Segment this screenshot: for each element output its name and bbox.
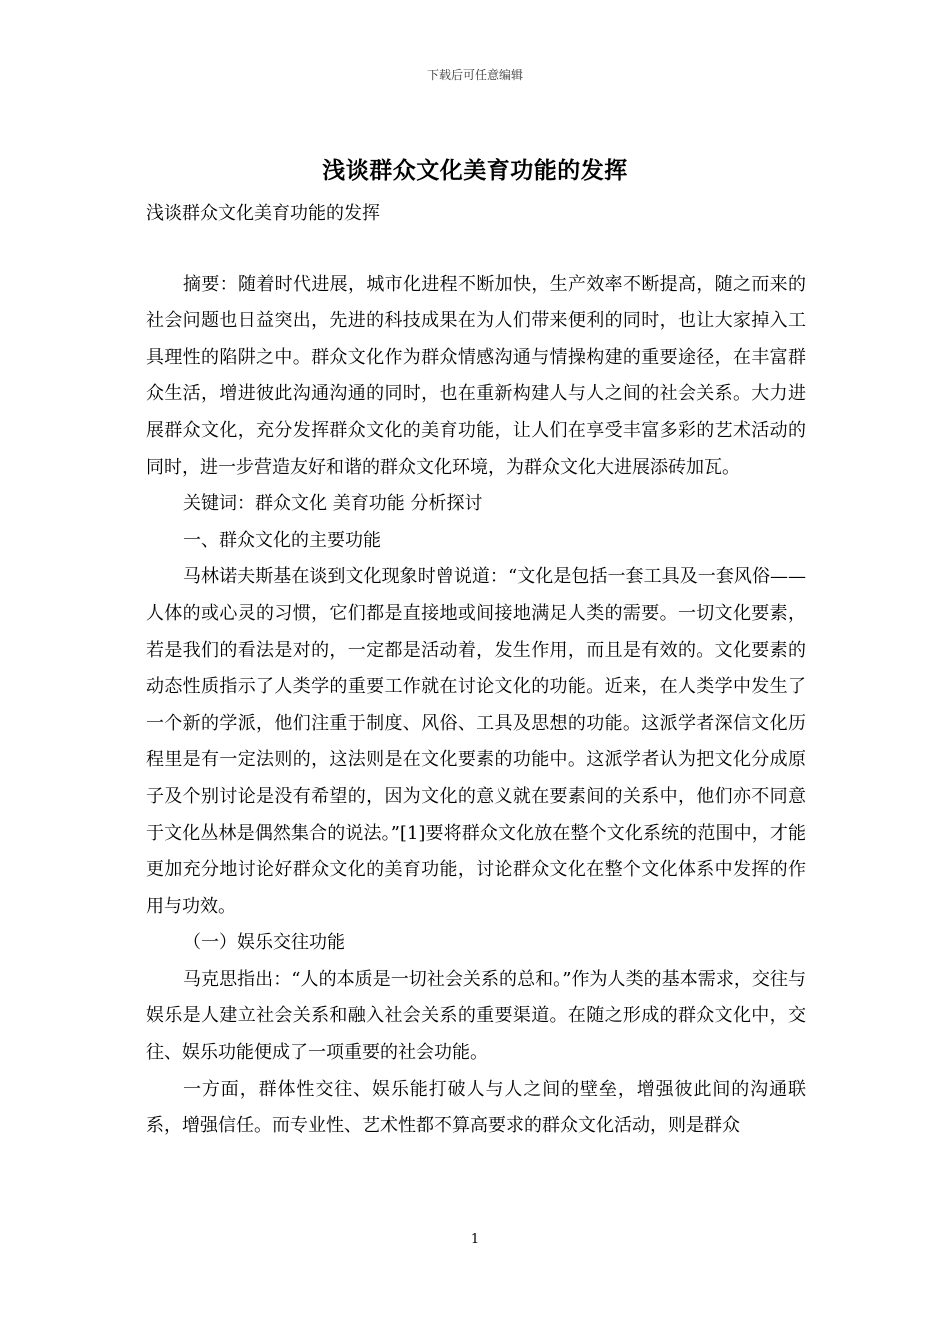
section-heading-1: 一、群众文化的主要功能: [183, 529, 381, 551]
body-paragraph: 马克思指出：“人的本质是一切社会关系的总和。”作为人类的基本需求，交往与娱乐是人建立社会关系和融入社会关系的重要渠道。在随之形成的群众文化中，交往、娱乐功能便成了一项重要的社会功能。: [146, 968, 806, 1064]
subsection-heading-1: （一）娱乐交往功能: [183, 932, 345, 954]
page-header-note: 下载后可任意编辑: [426, 68, 523, 82]
document-body: [146, 196, 806, 1145]
body-paragraph: 马林诺夫斯基在谈到文化现象时曾说道：“文化是包括一套工具及一套风俗——人体的或心灵的习惯，它们都是直接地或间接地满足人类的需要。一切文化要素，若是我们的看法是对的，一定都是活动着，发生作用，而且是有效的。文化要素的动态性质指示了人类学的重要工作就在讨论文化的功能。近来，在人类学中发生了一个新的学派，他们注重于制度、风俗、工具及思想的功能。这派学者深信文化历程里是有一定法则的，这法则是在文化要素的功能中。这派学者认为把文化分成原子及个别讨论是没有希望的，因为文化的意义就在要素间的关系中，他们亦不同意于文化丛林是偶然集合的说法。”[1]要将群众文化放在整个文化系统的范围中，才能更加充分地讨论好群众文化的美育功能，讨论群众文化在整个文化体系中发挥的作用与功效。: [146, 566, 806, 917]
document-subtitle: 浅谈群众文化美育功能的发挥: [146, 203, 380, 224]
body-paragraph: 一方面，群体性交往、娱乐能打破人与人之间的壁垒，增强彼此间的沟通联系，增强信任。而专业性、艺术性都不算高要求的群众文化活动，则是群众: [146, 1078, 806, 1137]
document-title: 浅谈群众文化美育功能的发挥: [322, 157, 628, 184]
abstract-paragraph: 摘要：随着时代进展，城市化进程不断加快，生产效率不断提高，随之而来的社会问题也日益突出，先进的科技成果在为人们带来便利的同时，也让大家掉入工具理性的陷阱之中。群众文化作为群众情感沟通与情操构建的重要途径，在丰富群众生活，增进彼此沟通沟通的同时，也在重新构建人与人之间的社会关系。大力进展群众文化，充分发挥群众文化的美育功能，让人们在享受丰富多彩的艺术活动的同时，进一步营造友好和谐的群众文化环境，为群众文化大进展添砖加瓦。: [146, 273, 806, 478]
page-number: 1: [470, 1232, 480, 1247]
keywords-line: 关键词：群众文化 美育功能 分析探讨: [183, 493, 483, 515]
